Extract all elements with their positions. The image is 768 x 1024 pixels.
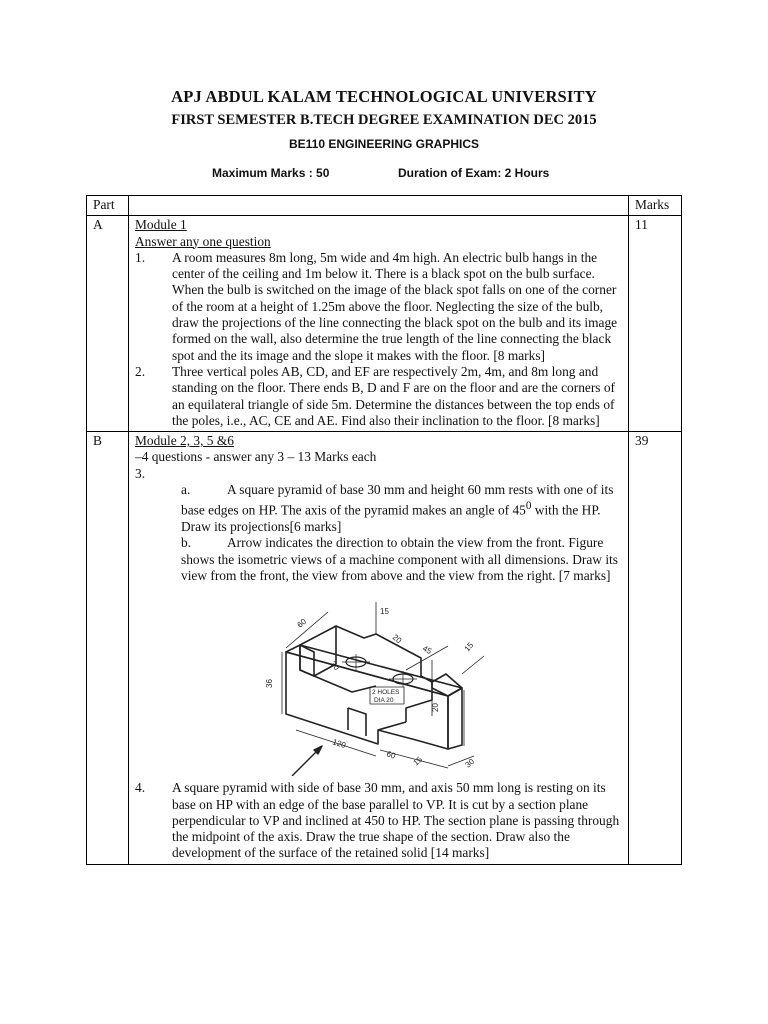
university-title: APJ ABDUL KALAM TECHNOLOGICAL UNIVERSITY bbox=[171, 87, 597, 106]
table-row-part-a bbox=[87, 216, 682, 432]
dim-label: 36 bbox=[265, 679, 274, 689]
part-b-marks: 39 bbox=[629, 432, 682, 865]
direction-arrow bbox=[292, 746, 322, 776]
part-a-marks: 11 bbox=[629, 216, 682, 432]
part-a-instruction: Answer any one question bbox=[135, 233, 271, 249]
question-2-text: Three vertical poles AB, CD, and EF are respectively 2m, 4m, and 8m long and standing on the floor. There ends B, D and F are on the floor and are the corners of an equilateral triangle of side 5m. Determine the distances between the top ends of the poles, i.e., AC, CE and AE. Find also their inclination to the floor. [8 marks] bbox=[172, 363, 616, 428]
duration: Duration of Exam: 2 Hours bbox=[398, 166, 550, 180]
question-3a-text-1: A square pyramid of base 30 mm and height 60 mm rests with one of its base edges on HP. The axis of the pyramid makes an angle of 45 bbox=[181, 482, 614, 518]
question-3a bbox=[135, 482, 622, 535]
question-3a-sup: 0 bbox=[525, 500, 532, 513]
dim-label: 15 bbox=[411, 755, 425, 768]
dim-label: 60 bbox=[385, 749, 397, 761]
dim-label: 30 bbox=[328, 659, 342, 673]
part-b-content bbox=[129, 432, 629, 865]
header-questions bbox=[129, 196, 629, 216]
question-3b bbox=[135, 535, 622, 584]
part-a-content bbox=[129, 216, 629, 432]
table-row-part-b bbox=[87, 432, 682, 865]
question-3b-text: Arrow indicates the direction to obtain the view from the front. Figure shows the isometric views of a machine component with all dimensions. Draw its view from the front, the view from above and the view from the right. [7 marks] bbox=[181, 535, 618, 583]
dim-label: 15 bbox=[462, 640, 476, 654]
question-2-number: 2. bbox=[135, 363, 146, 379]
part-b-module: Module 2, 3, 5 &6 bbox=[135, 433, 234, 449]
dimension-labels bbox=[265, 607, 477, 770]
exam-title: FIRST SEMESTER B.TECH DEGREE EXAMINATION DEC 2015 bbox=[171, 112, 597, 128]
question-3a-label: a. bbox=[181, 482, 191, 498]
course-title: BE110 ENGINEERING GRAPHICS bbox=[288, 137, 480, 151]
question-1 bbox=[135, 250, 622, 364]
question-4 bbox=[135, 780, 622, 861]
question-1-text: A room measures 8m long, 5m wide and 4m high. An electric bulb hangs in the center of the ceiling and 1m below it. There is a black spot on the bulb surface. When the bulb is switched on the image of the black spot falls on one of the corner of the room at a height of 1.25m above the floor. Neglecting the size of the bulb, draw the projections of the line connecting the black spot on the bulb and its image formed on the wall, also determine the true length of the line connecting the black spot and the its image and the slope it makes with the floor. [8 marks] bbox=[172, 249, 618, 363]
question-1-number: 1. bbox=[135, 249, 146, 265]
dim-label: 30 bbox=[463, 757, 477, 770]
holes-label: 2 HOLES bbox=[372, 689, 400, 697]
question-2 bbox=[135, 364, 622, 429]
dim-label: 20 bbox=[431, 703, 440, 713]
dim-label: 20 bbox=[390, 632, 404, 646]
max-marks: Maximum Marks : 50 bbox=[212, 166, 330, 180]
dia-label: DIA 20 bbox=[374, 697, 394, 705]
dim-label: 45 bbox=[421, 644, 434, 657]
header-part: Part bbox=[87, 196, 129, 216]
question-3b-label: b. bbox=[181, 535, 192, 551]
component-outline bbox=[286, 626, 462, 749]
table-header-row bbox=[87, 196, 682, 216]
header-marks: Marks bbox=[629, 196, 682, 216]
question-3a-text-2: with the HP. Draw its projections[6 marks] bbox=[181, 502, 601, 535]
dim-label: 120 bbox=[331, 737, 347, 751]
dim-label: 15 bbox=[380, 607, 389, 617]
question-3-number: 3. bbox=[135, 465, 146, 481]
part-b-instruction: –4 questions - answer any 3 – 13 Marks each bbox=[135, 449, 377, 465]
question-4-number: 4. bbox=[135, 780, 146, 796]
part-b-label: B bbox=[87, 432, 129, 865]
isometric-figure bbox=[256, 590, 534, 776]
part-a-label: A bbox=[87, 216, 129, 432]
question-table bbox=[86, 195, 682, 865]
isometric-drawing bbox=[256, 590, 534, 776]
question-4-text: A square pyramid with side of base 30 mm, and axis 50 mm long is resting on its base on HP with an edge of the base parallel to VP. It is cut by a section plane perpendicular to VP and inclined at 450 to HP. The section plane is passing through the midpoint of the axis. Draw the true shape of the section. Draw also the development of the surface of the retained solid [14 marks] bbox=[172, 780, 620, 861]
part-a-module: Module 1 bbox=[135, 217, 187, 233]
dim-label: 60 bbox=[295, 617, 309, 630]
